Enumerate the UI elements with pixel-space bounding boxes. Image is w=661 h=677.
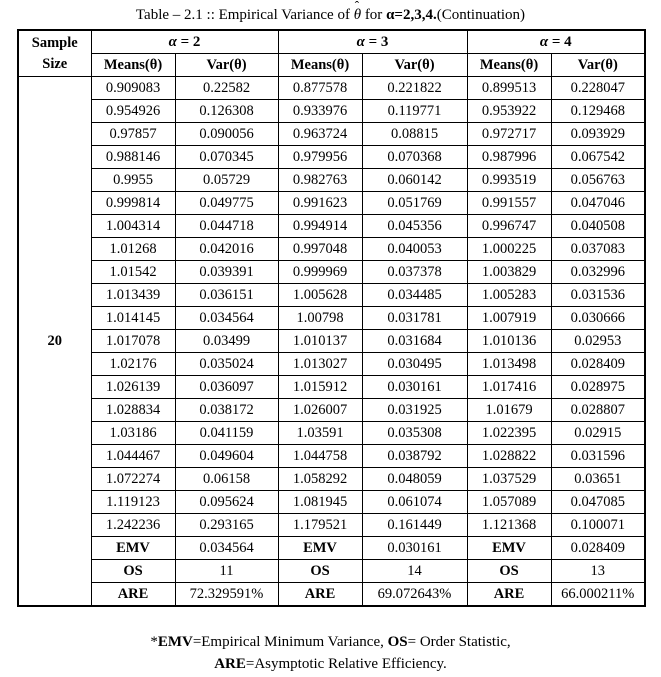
var-cell: 0.03499 bbox=[175, 330, 278, 353]
alpha-3-header: α = 3 bbox=[278, 30, 467, 54]
table-row bbox=[18, 353, 645, 376]
means-header: Means(θ) bbox=[91, 54, 175, 77]
summary-label: ARE bbox=[91, 583, 175, 607]
means-cell: 1.037529 bbox=[467, 468, 551, 491]
means-cell: 1.028822 bbox=[467, 445, 551, 468]
means-cell: 1.00798 bbox=[278, 307, 362, 330]
summary-value: 0.028409 bbox=[551, 537, 645, 560]
means-header: Means(θ) bbox=[467, 54, 551, 77]
means-cell: 1.121368 bbox=[467, 514, 551, 537]
summary-label: ARE bbox=[467, 583, 551, 607]
var-cell: 0.040053 bbox=[362, 238, 467, 261]
variance-table bbox=[17, 29, 646, 607]
means-cell: 0.954926 bbox=[91, 100, 175, 123]
var-header: Var(θ) bbox=[362, 54, 467, 77]
var-cell: 0.034564 bbox=[175, 307, 278, 330]
table-row bbox=[18, 169, 645, 192]
header-row-columns bbox=[18, 54, 645, 77]
summary-value: 72.329591% bbox=[175, 583, 278, 607]
means-cell: 0.991557 bbox=[467, 192, 551, 215]
means-cell: 1.179521 bbox=[278, 514, 362, 537]
table-footnote bbox=[0, 631, 661, 675]
means-cell: 0.994914 bbox=[278, 215, 362, 238]
means-cell: 1.058292 bbox=[278, 468, 362, 491]
means-cell: 1.017416 bbox=[467, 376, 551, 399]
means-cell: 1.03591 bbox=[278, 422, 362, 445]
var-cell: 0.061074 bbox=[362, 491, 467, 514]
means-cell: 1.028834 bbox=[91, 399, 175, 422]
table-caption bbox=[0, 5, 661, 25]
means-cell: 1.022395 bbox=[467, 422, 551, 445]
summary-value: 0.030161 bbox=[362, 537, 467, 560]
means-cell: 0.997048 bbox=[278, 238, 362, 261]
var-cell: 0.056763 bbox=[551, 169, 645, 192]
var-cell: 0.044718 bbox=[175, 215, 278, 238]
summary-row-os bbox=[18, 560, 645, 583]
var-cell: 0.02915 bbox=[551, 422, 645, 445]
caption-prefix: Table – 2.1 :: Empirical Variance of bbox=[135, 7, 354, 23]
table-row bbox=[18, 261, 645, 284]
var-cell: 0.05729 bbox=[175, 169, 278, 192]
var-cell: 0.293165 bbox=[175, 514, 278, 537]
alpha-4-header: α = 4 bbox=[467, 30, 645, 54]
var-cell: 0.119771 bbox=[362, 100, 467, 123]
means-cell: 0.899513 bbox=[467, 77, 551, 100]
means-cell: 1.044758 bbox=[278, 445, 362, 468]
var-header: Var(θ) bbox=[551, 54, 645, 77]
var-cell: 0.070345 bbox=[175, 146, 278, 169]
var-cell: 0.048059 bbox=[362, 468, 467, 491]
var-cell: 0.22582 bbox=[175, 77, 278, 100]
var-cell: 0.161449 bbox=[362, 514, 467, 537]
means-cell: 0.963724 bbox=[278, 123, 362, 146]
summary-label: EMV bbox=[467, 537, 551, 560]
var-cell: 0.031684 bbox=[362, 330, 467, 353]
means-cell: 1.072274 bbox=[91, 468, 175, 491]
summary-label: OS bbox=[467, 560, 551, 583]
table-row bbox=[18, 445, 645, 468]
var-cell: 0.049604 bbox=[175, 445, 278, 468]
caption-alpha: α=2,3,4. bbox=[386, 7, 437, 23]
means-cell: 0.982763 bbox=[278, 169, 362, 192]
summary-label: ARE bbox=[278, 583, 362, 607]
var-cell: 0.031596 bbox=[551, 445, 645, 468]
means-cell: 1.017078 bbox=[91, 330, 175, 353]
var-cell: 0.093929 bbox=[551, 123, 645, 146]
table-row bbox=[18, 77, 645, 100]
var-cell: 0.041159 bbox=[175, 422, 278, 445]
means-cell: 1.081945 bbox=[278, 491, 362, 514]
table-row bbox=[18, 376, 645, 399]
means-cell: 1.02176 bbox=[91, 353, 175, 376]
sample-size-header: Sample Size bbox=[18, 30, 91, 77]
var-cell: 0.03651 bbox=[551, 468, 645, 491]
summary-value: 11 bbox=[175, 560, 278, 583]
table-row bbox=[18, 422, 645, 445]
var-cell: 0.08815 bbox=[362, 123, 467, 146]
var-cell: 0.030666 bbox=[551, 307, 645, 330]
means-cell: 1.004314 bbox=[91, 215, 175, 238]
means-cell: 0.991623 bbox=[278, 192, 362, 215]
var-cell: 0.045356 bbox=[362, 215, 467, 238]
var-cell: 0.031536 bbox=[551, 284, 645, 307]
table-row bbox=[18, 100, 645, 123]
table-row bbox=[18, 399, 645, 422]
table-row bbox=[18, 192, 645, 215]
alpha-2-header: α = 2 bbox=[91, 30, 278, 54]
var-header: Var(θ) bbox=[175, 54, 278, 77]
var-cell: 0.036097 bbox=[175, 376, 278, 399]
var-cell: 0.060142 bbox=[362, 169, 467, 192]
means-cell: 0.933976 bbox=[278, 100, 362, 123]
var-cell: 0.038792 bbox=[362, 445, 467, 468]
means-cell: 1.005628 bbox=[278, 284, 362, 307]
table-row bbox=[18, 491, 645, 514]
var-cell: 0.030161 bbox=[362, 376, 467, 399]
summary-value: 14 bbox=[362, 560, 467, 583]
var-cell: 0.221822 bbox=[362, 77, 467, 100]
table-row bbox=[18, 330, 645, 353]
means-cell: 0.988146 bbox=[91, 146, 175, 169]
means-cell: 0.97857 bbox=[91, 123, 175, 146]
means-cell: 1.044467 bbox=[91, 445, 175, 468]
var-cell: 0.049775 bbox=[175, 192, 278, 215]
table-row bbox=[18, 307, 645, 330]
var-cell: 0.040508 bbox=[551, 215, 645, 238]
var-cell: 0.067542 bbox=[551, 146, 645, 169]
var-cell: 0.028975 bbox=[551, 376, 645, 399]
means-cell: 0.9955 bbox=[91, 169, 175, 192]
means-cell: 1.242236 bbox=[91, 514, 175, 537]
var-cell: 0.028409 bbox=[551, 353, 645, 376]
means-cell: 1.015912 bbox=[278, 376, 362, 399]
theta-hat-symbol: ˆ θ bbox=[354, 5, 361, 25]
means-cell: 1.014145 bbox=[91, 307, 175, 330]
summary-value: 13 bbox=[551, 560, 645, 583]
summary-value: 0.034564 bbox=[175, 537, 278, 560]
var-cell: 0.126308 bbox=[175, 100, 278, 123]
summary-label: OS bbox=[91, 560, 175, 583]
means-header: Means(θ) bbox=[278, 54, 362, 77]
means-cell: 0.979956 bbox=[278, 146, 362, 169]
means-cell: 1.01268 bbox=[91, 238, 175, 261]
means-cell: 1.03186 bbox=[91, 422, 175, 445]
var-cell: 0.090056 bbox=[175, 123, 278, 146]
means-cell: 1.119123 bbox=[91, 491, 175, 514]
means-cell: 0.909083 bbox=[91, 77, 175, 100]
means-cell: 0.987996 bbox=[467, 146, 551, 169]
table-row bbox=[18, 468, 645, 491]
means-cell: 1.005283 bbox=[467, 284, 551, 307]
var-cell: 0.038172 bbox=[175, 399, 278, 422]
means-cell: 0.953922 bbox=[467, 100, 551, 123]
table-row bbox=[18, 146, 645, 169]
var-cell: 0.032996 bbox=[551, 261, 645, 284]
var-cell: 0.030495 bbox=[362, 353, 467, 376]
var-cell: 0.028807 bbox=[551, 399, 645, 422]
summary-row-are bbox=[18, 583, 645, 607]
table-row bbox=[18, 215, 645, 238]
var-cell: 0.047085 bbox=[551, 491, 645, 514]
summary-label: EMV bbox=[91, 537, 175, 560]
means-cell: 1.026007 bbox=[278, 399, 362, 422]
summary-value: 66.000211% bbox=[551, 583, 645, 607]
var-cell: 0.129468 bbox=[551, 100, 645, 123]
summary-label: OS bbox=[278, 560, 362, 583]
var-cell: 0.02953 bbox=[551, 330, 645, 353]
var-cell: 0.095624 bbox=[175, 491, 278, 514]
means-cell: 0.996747 bbox=[467, 215, 551, 238]
var-cell: 0.031781 bbox=[362, 307, 467, 330]
means-cell: 1.057089 bbox=[467, 491, 551, 514]
footnote-line-1: *EMV=Empirical Minimum Variance, OS= Order Statistic, bbox=[150, 634, 511, 650]
summary-value: 69.072643% bbox=[362, 583, 467, 607]
var-cell: 0.034485 bbox=[362, 284, 467, 307]
table-row bbox=[18, 238, 645, 261]
sample-size-value: 20 bbox=[18, 77, 91, 607]
caption-suffix: (Continuation) bbox=[436, 7, 526, 23]
caption-middle: for bbox=[361, 7, 387, 23]
var-cell: 0.047046 bbox=[551, 192, 645, 215]
var-cell: 0.036151 bbox=[175, 284, 278, 307]
means-cell: 1.013027 bbox=[278, 353, 362, 376]
var-cell: 0.228047 bbox=[551, 77, 645, 100]
var-cell: 0.100071 bbox=[551, 514, 645, 537]
var-cell: 0.042016 bbox=[175, 238, 278, 261]
table-row bbox=[18, 123, 645, 146]
means-cell: 1.007919 bbox=[467, 307, 551, 330]
var-cell: 0.037378 bbox=[362, 261, 467, 284]
means-cell: 0.877578 bbox=[278, 77, 362, 100]
means-cell: 1.003829 bbox=[467, 261, 551, 284]
summary-label: EMV bbox=[278, 537, 362, 560]
means-cell: 1.013498 bbox=[467, 353, 551, 376]
means-cell: 1.010137 bbox=[278, 330, 362, 353]
means-cell: 1.013439 bbox=[91, 284, 175, 307]
var-cell: 0.037083 bbox=[551, 238, 645, 261]
var-cell: 0.035024 bbox=[175, 353, 278, 376]
means-cell: 1.010136 bbox=[467, 330, 551, 353]
var-cell: 0.031925 bbox=[362, 399, 467, 422]
means-cell: 1.000225 bbox=[467, 238, 551, 261]
var-cell: 0.039391 bbox=[175, 261, 278, 284]
means-cell: 0.972717 bbox=[467, 123, 551, 146]
means-cell: 0.999969 bbox=[278, 261, 362, 284]
var-cell: 0.035308 bbox=[362, 422, 467, 445]
var-cell: 0.051769 bbox=[362, 192, 467, 215]
footnote-line-2: ARE=Asymptotic Relative Efficiency. bbox=[214, 656, 447, 672]
var-cell: 0.070368 bbox=[362, 146, 467, 169]
means-cell: 0.999814 bbox=[91, 192, 175, 215]
header-row-alpha bbox=[18, 30, 645, 54]
var-cell: 0.06158 bbox=[175, 468, 278, 491]
means-cell: 0.993519 bbox=[467, 169, 551, 192]
means-cell: 1.01679 bbox=[467, 399, 551, 422]
summary-row-emv bbox=[18, 537, 645, 560]
means-cell: 1.01542 bbox=[91, 261, 175, 284]
table-row bbox=[18, 514, 645, 537]
table-row bbox=[18, 284, 645, 307]
means-cell: 1.026139 bbox=[91, 376, 175, 399]
